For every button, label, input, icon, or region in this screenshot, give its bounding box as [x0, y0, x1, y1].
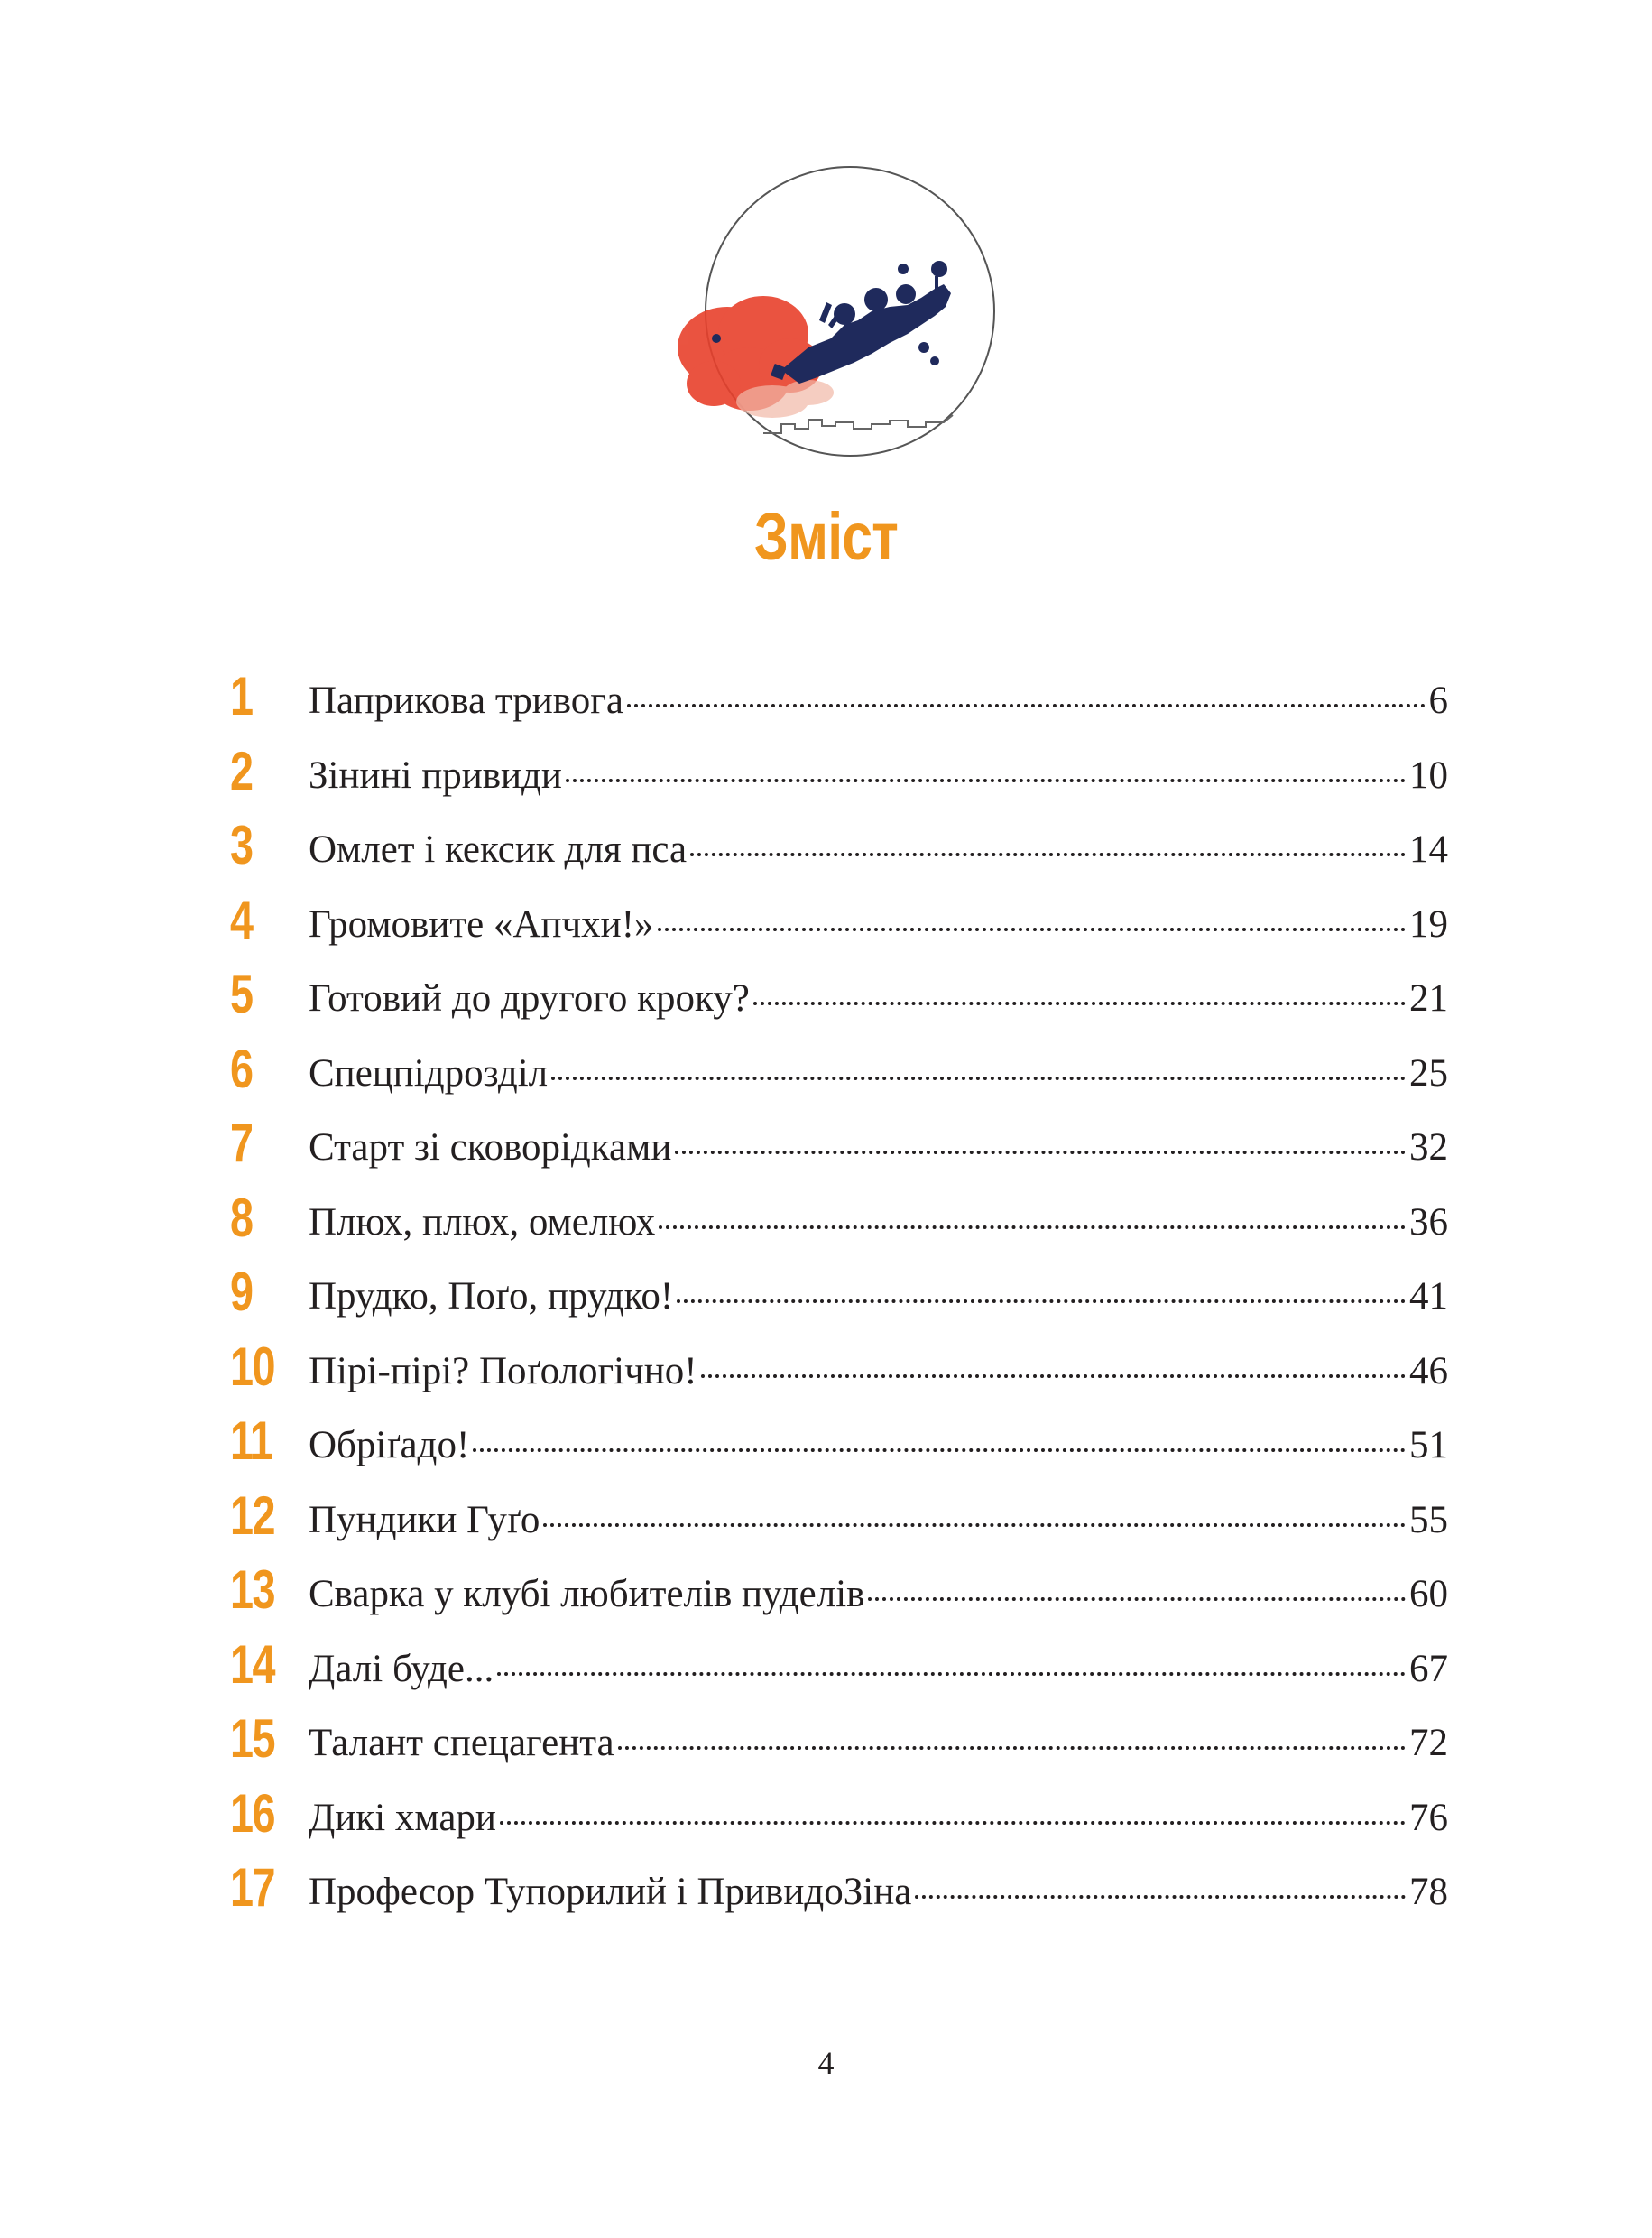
- dot-leader: [675, 1151, 1406, 1154]
- dot-leader: [551, 1077, 1406, 1080]
- dot-leader: [677, 1299, 1406, 1303]
- chapter-page: 76: [1409, 1796, 1448, 1839]
- chapter-title: Обріґадо!: [309, 1424, 470, 1466]
- chapter-number: 5: [230, 964, 253, 1024]
- chapter-number: 11: [230, 1410, 272, 1471]
- chapter-title: Готовий до другого кроку?: [309, 977, 750, 1020]
- toc-entry[interactable]: [230, 741, 1448, 816]
- chapter-number: 6: [230, 1038, 253, 1099]
- chapter-page: 78: [1409, 1871, 1448, 1913]
- chapter-page: 25: [1409, 1051, 1448, 1095]
- dot-leader: [473, 1448, 1406, 1452]
- dot-leader: [497, 1672, 1406, 1676]
- chapter-number: 7: [230, 1113, 253, 1173]
- toc-entry[interactable]: [230, 1188, 1448, 1262]
- chapter-page: 55: [1409, 1498, 1448, 1541]
- chapter-number: 15: [230, 1708, 274, 1769]
- toc-entry[interactable]: [230, 1708, 1448, 1783]
- toc-entry[interactable]: [230, 964, 1448, 1039]
- chapter-title: Пірі-пірі? Поґологічно!: [309, 1349, 697, 1392]
- toc-entry[interactable]: [230, 666, 1448, 741]
- chapter-title: Сварка у клубі любителів пуделів: [309, 1573, 865, 1615]
- toc-entry[interactable]: [230, 1485, 1448, 1560]
- dot-leader: [618, 1746, 1406, 1750]
- toc-entry[interactable]: [230, 1783, 1448, 1858]
- chapter-title: Далі буде...: [309, 1647, 494, 1690]
- table-of-contents: [230, 666, 1448, 1932]
- chapter-title: Паприкова тривога: [309, 680, 623, 722]
- chapter-number: 3: [230, 815, 253, 875]
- chapter-page: 10: [1409, 754, 1448, 797]
- toc-entry[interactable]: [230, 815, 1448, 890]
- chapter-page: 36: [1409, 1200, 1448, 1244]
- toc-entry[interactable]: [230, 1634, 1448, 1709]
- page-title: Зміст: [753, 499, 899, 574]
- chapter-number: 13: [230, 1559, 274, 1620]
- toc-entry[interactable]: [230, 1410, 1448, 1485]
- dot-leader: [868, 1597, 1406, 1601]
- chapter-number: 12: [230, 1484, 274, 1546]
- chapter-number: 10: [230, 1336, 274, 1397]
- chapter-number: 14: [230, 1633, 274, 1695]
- chapter-number: 9: [230, 1262, 253, 1322]
- chapter-number: 17: [230, 1857, 274, 1918]
- chapter-page: 41: [1409, 1275, 1448, 1318]
- chapter-page: 46: [1409, 1349, 1448, 1392]
- chapter-title: Спецпідрозділ: [309, 1051, 549, 1095]
- chapter-title: Пундики Гуґо: [309, 1498, 540, 1541]
- chapter-page: 60: [1409, 1573, 1448, 1615]
- chapter-title: Дикі хмари: [309, 1796, 496, 1839]
- toc-entry[interactable]: [230, 1857, 1448, 1932]
- chapter-illustration: [664, 153, 1036, 465]
- chapter-title: Плюх, плюх, омелюх: [309, 1200, 656, 1244]
- chapter-page: 21: [1409, 977, 1448, 1020]
- toc-entry[interactable]: [230, 890, 1448, 965]
- chapter-page: 6: [1428, 680, 1448, 722]
- dot-leader: [658, 928, 1406, 931]
- chapter-page: 51: [1409, 1424, 1448, 1466]
- dot-leader: [753, 1002, 1406, 1005]
- chapter-number: 4: [230, 889, 253, 950]
- dot-leader: [690, 853, 1406, 856]
- dot-leader: [566, 779, 1406, 782]
- dot-leader: [543, 1523, 1406, 1527]
- chapter-number: 8: [230, 1187, 253, 1248]
- chapter-title: Омлет і кексик для пса: [309, 828, 688, 871]
- dot-leader: [500, 1821, 1406, 1825]
- toc-entry[interactable]: [230, 1559, 1448, 1634]
- chapter-title: Зінині привиди: [309, 754, 562, 797]
- toc-entry[interactable]: [230, 1336, 1448, 1411]
- dot-leader: [915, 1895, 1406, 1899]
- chapter-page: 19: [1409, 902, 1448, 946]
- chapter-title: Старт зі сковорідками: [309, 1126, 672, 1169]
- chapter-title: Громовите «Апчхи!»: [309, 902, 654, 946]
- chapter-number: 1: [230, 666, 253, 726]
- chapter-page: 32: [1409, 1126, 1448, 1169]
- dot-leader: [701, 1374, 1406, 1378]
- toc-entry[interactable]: [230, 1262, 1448, 1336]
- chapter-page: 67: [1409, 1647, 1448, 1690]
- page-number: 4: [817, 2045, 835, 2081]
- chapter-title: Талант спецагента: [309, 1722, 614, 1764]
- dot-leader: [627, 704, 1426, 707]
- chapter-number: 16: [230, 1782, 274, 1844]
- chapter-page: 14: [1409, 828, 1448, 871]
- toc-entry[interactable]: [230, 1113, 1448, 1188]
- dot-leader: [659, 1225, 1406, 1229]
- chapter-page: 72: [1409, 1722, 1448, 1764]
- chapter-number: 2: [230, 740, 253, 801]
- chapter-title: Прудко, Поґо, прудко!: [309, 1275, 674, 1318]
- toc-entry[interactable]: [230, 1039, 1448, 1114]
- chapter-title: Професор Тупорилий і ПривидоЗіна: [309, 1871, 912, 1913]
